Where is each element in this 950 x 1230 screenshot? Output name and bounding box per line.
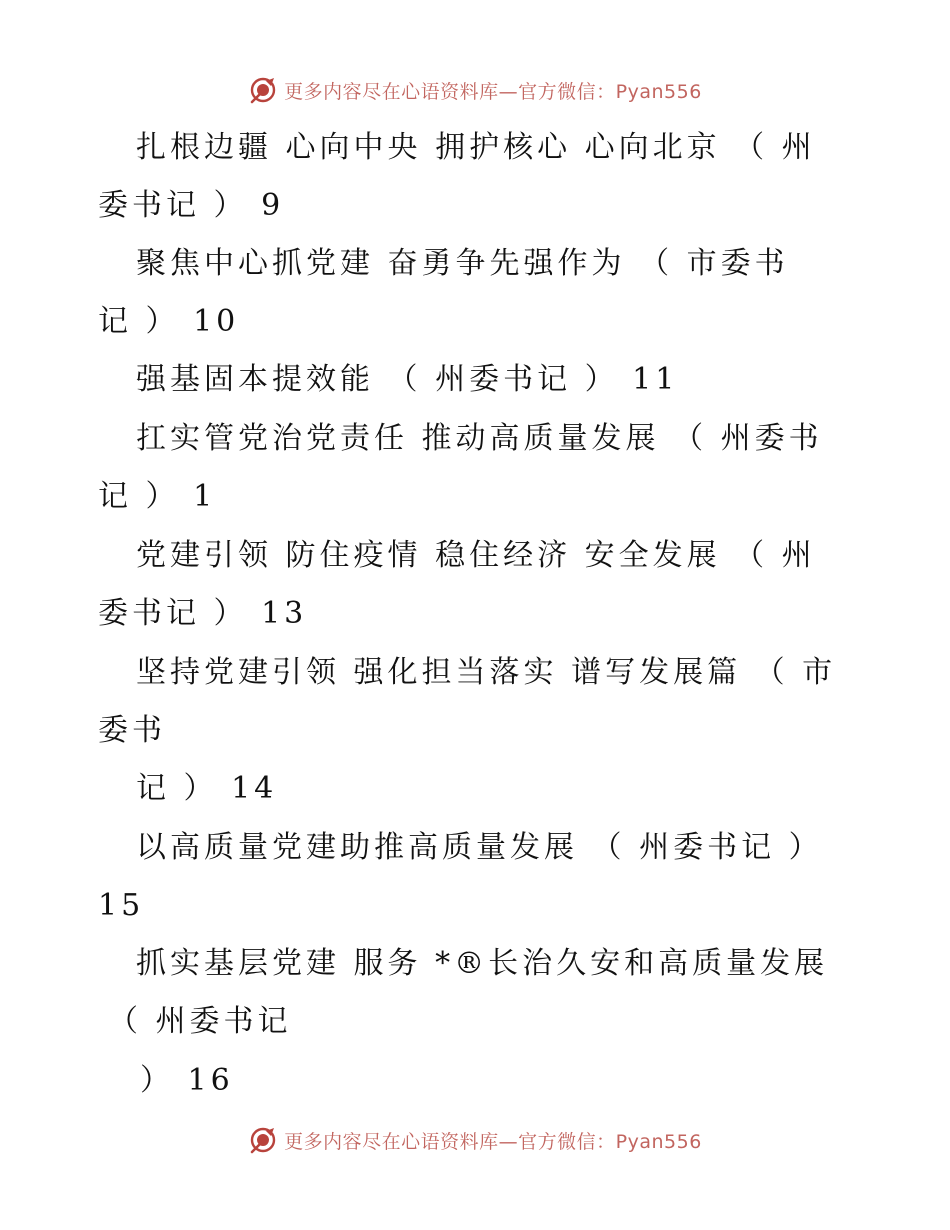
toc-line: 以高质量党建助推高质量发展 （ 州委书记 ） — [136, 830, 823, 865]
toc-line: 强基固本提效能 （ 州委书记 ） 11 — [136, 362, 679, 397]
toc-line: 15 — [98, 888, 145, 923]
toc-line: 记 ） 1 — [98, 479, 217, 514]
toc-line: ） 16 — [140, 1063, 234, 1098]
toc-line: 抓实基层党建 服务 *®长治久安和高质量发展 — [136, 946, 829, 981]
toc-line: （ 州委书记 — [108, 1004, 292, 1039]
toc-line: 党建引领 防住疫情 稳住经济 安全发展 （ 州 — [136, 538, 816, 573]
toc-line: 聚焦中心抓党建 奋勇争先强作为 （ 市委书 — [136, 246, 789, 281]
toc-line: 扎根边疆 心向中央 拥护核心 心向北京 （ 州 — [136, 130, 816, 165]
footer-watermark — [0, 1120, 950, 1160]
toc-line: 记 ） 14 — [136, 771, 278, 806]
toc-line: 记 ） 10 — [98, 304, 240, 339]
toc-line: 扛实管党治党责任 推动高质量发展 （ 州委书 — [136, 421, 823, 456]
pen-logo-icon — [248, 1125, 278, 1155]
toc-line: 委书记 ） 13 — [98, 596, 308, 631]
watermark-text: 更多内容尽在心语资料库—官方微信：Pyan556 — [284, 80, 702, 103]
toc-line: 委书 — [98, 713, 166, 748]
toc-line: 委书记 ） 9 — [98, 188, 285, 223]
toc-line: 坚持党建引领 强化担当落实 谱写发展篇 （ 市 — [136, 655, 837, 690]
watermark-text: 更多内容尽在心语资料库—官方微信：Pyan556 — [284, 1130, 702, 1153]
